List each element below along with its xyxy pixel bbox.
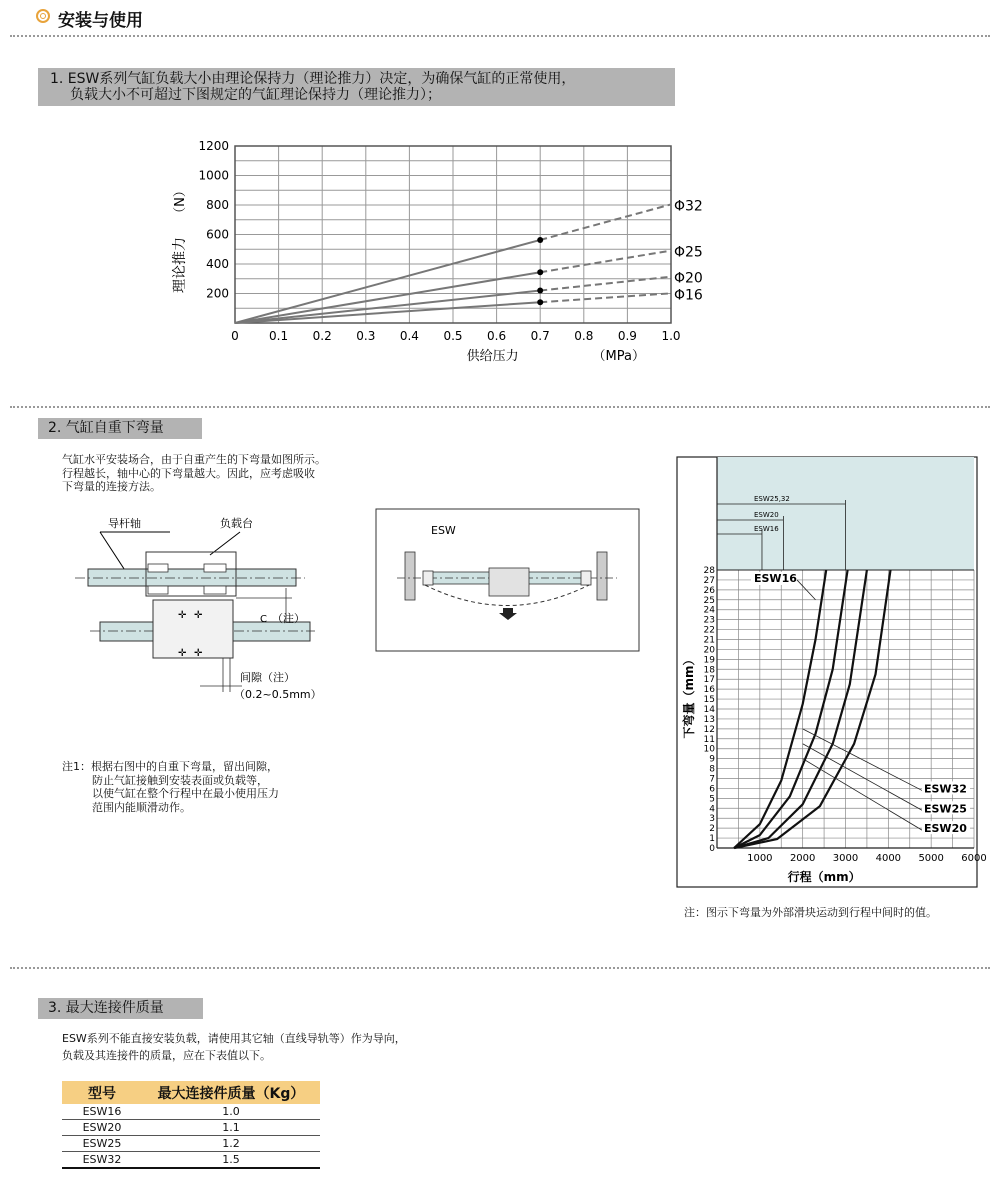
intro-line: 行程越长，轴中心的下弯量越大。因此，应考虑吸收 bbox=[62, 466, 315, 480]
series-label: ESW20 bbox=[924, 822, 967, 836]
y-tick-label: 27 bbox=[703, 575, 715, 586]
x-tick-label: 0.1 bbox=[269, 329, 289, 343]
x-tick-label: 0.7 bbox=[530, 329, 550, 343]
deflection-chart bbox=[676, 456, 987, 888]
series-line-dashed bbox=[540, 293, 671, 302]
section1-header bbox=[38, 68, 675, 106]
divider bbox=[10, 406, 990, 408]
y-tick-label: 18 bbox=[703, 665, 715, 676]
table-header: 最大连接件质量（Kg） bbox=[142, 1081, 320, 1104]
y-tick-label: 4 bbox=[709, 804, 715, 815]
y-tick-label: 400 bbox=[206, 257, 229, 271]
data-point bbox=[537, 269, 543, 275]
cross-screw-icon: ✛ bbox=[194, 648, 203, 659]
y-tick-label: 600 bbox=[206, 227, 229, 242]
note-line: 以使气缸在整个行程中在最小使用压力 bbox=[92, 787, 279, 800]
y-tick-label: 14 bbox=[703, 705, 715, 715]
esw-label: ESW bbox=[431, 524, 456, 537]
series-label: Φ32 bbox=[674, 198, 703, 215]
y-tick-label: 800 bbox=[206, 198, 229, 212]
text-line: ESW系列不能直接安装负载，请使用其它轴（直线导轨等）作为导向， bbox=[62, 1032, 406, 1045]
y-tick-label: 28 bbox=[703, 566, 715, 576]
y-tick-label: 10 bbox=[703, 744, 715, 755]
x-tick-label: 0.6 bbox=[487, 329, 507, 343]
y-tick-label: 17 bbox=[703, 675, 715, 686]
y-tick-label: 200 bbox=[206, 286, 229, 301]
mass-cell: 1.5 bbox=[142, 1152, 320, 1169]
x-tick-label: 0.2 bbox=[312, 329, 332, 343]
c-label: C bbox=[260, 614, 267, 625]
page-title: 安装与使用 bbox=[58, 11, 143, 31]
y-tick-label: 24 bbox=[703, 605, 715, 616]
model-cell: ESW25 bbox=[62, 1136, 142, 1152]
y-tick-label: 20 bbox=[703, 645, 715, 656]
y-axis-unit: （N） bbox=[173, 184, 188, 220]
data-point bbox=[537, 288, 543, 294]
series-line bbox=[235, 272, 540, 323]
cross-screw-icon: ✛ bbox=[194, 610, 203, 621]
y-tick-label: 8 bbox=[709, 764, 715, 775]
y-tick-label: 9 bbox=[709, 754, 715, 765]
x-tick-label: 2000 bbox=[789, 853, 816, 864]
mass-cell: 1.2 bbox=[142, 1136, 320, 1152]
table-row bbox=[62, 1120, 320, 1136]
mass-cell: 1.0 bbox=[142, 1104, 320, 1120]
y-axis-label: 下弯量（mm） bbox=[682, 653, 696, 739]
thrust-chart bbox=[160, 139, 703, 370]
y-tick-label: 15 bbox=[703, 695, 715, 706]
x-tick-label: 4000 bbox=[875, 853, 902, 864]
model-cell: ESW16 bbox=[62, 1104, 142, 1120]
table-row bbox=[62, 1152, 320, 1169]
intro-line: 下弯量的连接方法。 bbox=[62, 480, 161, 493]
note-line: 注1：根据右图中的自重下弯量，留出间隙， bbox=[62, 760, 278, 773]
y-tick-label: 23 bbox=[703, 615, 715, 626]
y-tick-label: 7 bbox=[709, 774, 715, 785]
section2-note bbox=[62, 760, 279, 814]
x-tick-label: 5000 bbox=[918, 853, 944, 864]
table-header-row bbox=[62, 1081, 320, 1104]
y-tick-label: 0 bbox=[709, 844, 715, 854]
y-tick-label: 6 bbox=[709, 784, 715, 795]
mounting-diagram bbox=[60, 510, 340, 710]
series-label: ESW25 bbox=[924, 802, 967, 816]
table-row bbox=[62, 1104, 320, 1120]
series-line-dashed bbox=[540, 251, 671, 273]
y-tick-label: 19 bbox=[703, 655, 715, 666]
section3-text bbox=[62, 1030, 406, 1064]
y-tick-label: 1200 bbox=[198, 139, 229, 153]
table-row bbox=[62, 1136, 320, 1152]
guide-shaft-label: 导杆轴 bbox=[108, 517, 141, 530]
y-tick-label: 1 bbox=[709, 834, 715, 845]
y-tick-label: 25 bbox=[703, 595, 715, 606]
model-cell: ESW32 bbox=[62, 1152, 142, 1169]
section2-intro bbox=[62, 453, 326, 494]
x-tick-label: 6000 bbox=[961, 853, 987, 864]
data-point bbox=[537, 299, 543, 305]
divider bbox=[10, 35, 990, 37]
dimension-label: ESW16 bbox=[754, 525, 779, 533]
note-mark: （注） bbox=[272, 612, 305, 625]
data-point bbox=[537, 237, 543, 243]
y-tick-label: 22 bbox=[703, 625, 715, 636]
series-label: Φ20 bbox=[674, 270, 703, 287]
y-tick-label: 5 bbox=[709, 794, 715, 805]
max-mass-table bbox=[62, 1081, 320, 1169]
x-tick-label: 0.3 bbox=[356, 329, 376, 343]
x-tick-label: 0.9 bbox=[617, 329, 637, 343]
y-tick-label: 16 bbox=[703, 685, 715, 696]
section1-header-line1: 1. ESW系列气缸负载大小由理论保持力（理论推力）决定，为确保气缸的正常使用， bbox=[50, 71, 576, 87]
load-table-label: 负载台 bbox=[220, 517, 253, 530]
series-line bbox=[235, 240, 540, 323]
y-tick-label: 12 bbox=[703, 724, 715, 735]
x-axis-label: 行程（mm） bbox=[787, 870, 861, 884]
dimension-label: ESW25,32 bbox=[754, 495, 790, 503]
x-tick-label: 3000 bbox=[832, 853, 859, 864]
divider bbox=[10, 967, 990, 969]
y-tick-label: 26 bbox=[703, 585, 715, 596]
x-tick-label: 1000 bbox=[747, 853, 773, 864]
y-axis-label: 理论推力 bbox=[172, 237, 188, 293]
x-axis-unit: （MPa） bbox=[592, 349, 645, 364]
series-label: Φ25 bbox=[674, 244, 703, 261]
series-line bbox=[235, 291, 540, 323]
series-label: ESW16 bbox=[754, 571, 797, 585]
note-line: 范围内能顺滑动作。 bbox=[92, 800, 191, 814]
gap-range: （0.2~0.5mm） bbox=[234, 688, 322, 701]
x-tick-label: 0 bbox=[231, 329, 239, 343]
section1-header-line2: 负载大小不可超过下图规定的气缸理论保持力（理论推力）； bbox=[70, 87, 441, 103]
y-tick-label: 11 bbox=[703, 734, 715, 745]
table-header: 型号 bbox=[62, 1081, 142, 1104]
chart-note: 注：图示下弯量为外部滑块运动到行程中间时的值。 bbox=[684, 906, 937, 919]
y-tick-label: 2 bbox=[709, 824, 715, 835]
cross-screw-icon: ✛ bbox=[178, 610, 187, 621]
section3-header: 3. 最大连接件质量 bbox=[38, 998, 203, 1019]
x-tick-label: 0.5 bbox=[443, 329, 463, 343]
circle-bullet-icon bbox=[36, 9, 50, 23]
note-line: 防止气缸接触到安装表面或负载等， bbox=[92, 773, 268, 787]
y-tick-label: 21 bbox=[703, 635, 715, 646]
mass-cell: 1.1 bbox=[142, 1120, 320, 1136]
gap-label: 间隙（注） bbox=[240, 671, 295, 684]
series-label: ESW32 bbox=[924, 782, 967, 796]
esw-deflection-diagram bbox=[375, 508, 641, 653]
y-tick-label: 3 bbox=[709, 814, 715, 825]
intro-line: 气缸水平安装场合，由于自重产生的下弯量如图所示。 bbox=[62, 453, 326, 466]
y-tick-label: 13 bbox=[703, 714, 715, 725]
y-tick-label: 1000 bbox=[198, 168, 229, 183]
x-tick-label: 1.0 bbox=[661, 329, 681, 343]
model-cell: ESW20 bbox=[62, 1120, 142, 1136]
series-label: Φ16 bbox=[674, 287, 703, 304]
section2-header: 2. 气缸自重下弯量 bbox=[38, 418, 202, 439]
x-tick-label: 0.4 bbox=[399, 329, 419, 343]
series-line bbox=[235, 302, 540, 323]
x-tick-label: 0.8 bbox=[574, 329, 594, 343]
text-line: 负载及其连接件的质量，应在下表值以下。 bbox=[62, 1049, 271, 1062]
cross-screw-icon: ✛ bbox=[178, 648, 187, 659]
x-axis-label: 供给压力 bbox=[466, 349, 519, 364]
dimension-label: ESW20 bbox=[754, 511, 779, 519]
